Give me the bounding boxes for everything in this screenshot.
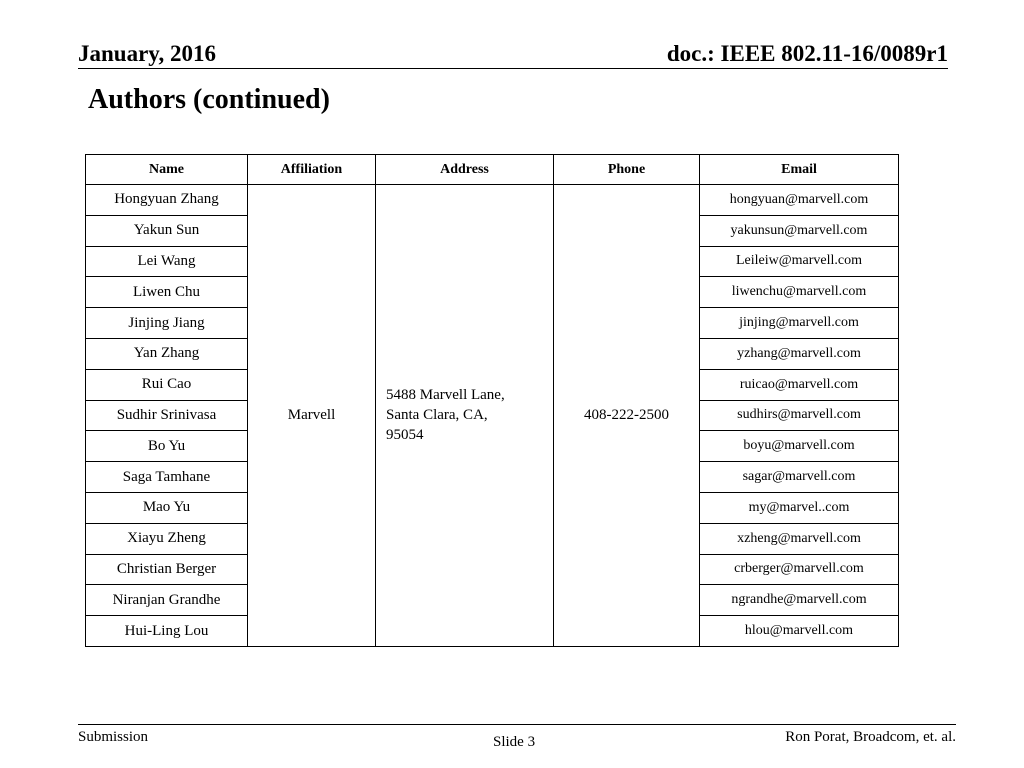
author-name: Hui-Ling Lou xyxy=(86,616,248,647)
column-header-affiliation: Affiliation xyxy=(248,155,376,185)
author-name: Liwen Chu xyxy=(86,277,248,308)
address-cell xyxy=(376,185,554,647)
author-email: jinjing@marvell.com xyxy=(700,308,899,339)
author-name: Saga Tamhane xyxy=(86,462,248,493)
author-name: Sudhir Srinivasa xyxy=(86,400,248,431)
author-email: Leileiw@marvell.com xyxy=(700,246,899,277)
author-name: Lei Wang xyxy=(86,246,248,277)
authors-table xyxy=(85,154,899,647)
author-email: liwenchu@marvell.com xyxy=(700,277,899,308)
header-doc-id: doc.: IEEE 802.11-16/0089r1 xyxy=(666,41,948,66)
column-header-phone: Phone xyxy=(554,155,700,185)
author-name: Yan Zhang xyxy=(86,338,248,369)
author-name: Yakun Sun xyxy=(86,215,248,246)
author-email: yakunsun@marvell.com xyxy=(700,215,899,246)
footer-divider xyxy=(78,724,956,725)
author-email: my@marvel..com xyxy=(700,492,899,523)
author-name: Rui Cao xyxy=(86,369,248,400)
address-line: Santa Clara, CA, xyxy=(386,407,488,424)
column-header-address: Address xyxy=(376,155,554,185)
table-header-row xyxy=(86,155,899,185)
page-title: Authors (continued) xyxy=(88,84,330,115)
footer-author: Ron Porat, Broadcom, et. al. xyxy=(785,729,956,745)
author-name: Bo Yu xyxy=(86,431,248,462)
author-email: hlou@marvell.com xyxy=(700,616,899,647)
author-name: Xiayu Zheng xyxy=(86,523,248,554)
footer-submission: Submission xyxy=(78,729,149,745)
author-name: Mao Yu xyxy=(86,492,248,523)
author-email: sudhirs@marvell.com xyxy=(700,400,899,431)
author-email: xzheng@marvell.com xyxy=(700,523,899,554)
author-name: Christian Berger xyxy=(86,554,248,585)
author-email: sagar@marvell.com xyxy=(700,462,899,493)
column-header-name: Name xyxy=(86,155,248,185)
header-divider xyxy=(78,68,948,69)
table-row xyxy=(86,185,899,216)
author-email: boyu@marvell.com xyxy=(700,431,899,462)
author-name: Hongyuan Zhang xyxy=(86,185,248,216)
author-email: crberger@marvell.com xyxy=(700,554,899,585)
author-email: ruicao@marvell.com xyxy=(700,369,899,400)
address-line: 95054 xyxy=(386,427,424,444)
author-email: yzhang@marvell.com xyxy=(700,338,899,369)
footer-slide-number: Slide 3 xyxy=(493,734,536,750)
header-date: January, 2016 xyxy=(78,41,217,66)
author-name: Jinjing Jiang xyxy=(86,308,248,339)
affiliation-cell: Marvell xyxy=(248,185,376,647)
author-name: Niranjan Grandhe xyxy=(86,585,248,616)
phone-cell: 408-222-2500 xyxy=(554,185,700,647)
author-email: hongyuan@marvell.com xyxy=(700,185,899,216)
column-header-email: Email xyxy=(700,155,899,185)
address-line: 5488 Marvell Lane, xyxy=(386,387,505,404)
author-email: ngrandhe@marvell.com xyxy=(700,585,899,616)
